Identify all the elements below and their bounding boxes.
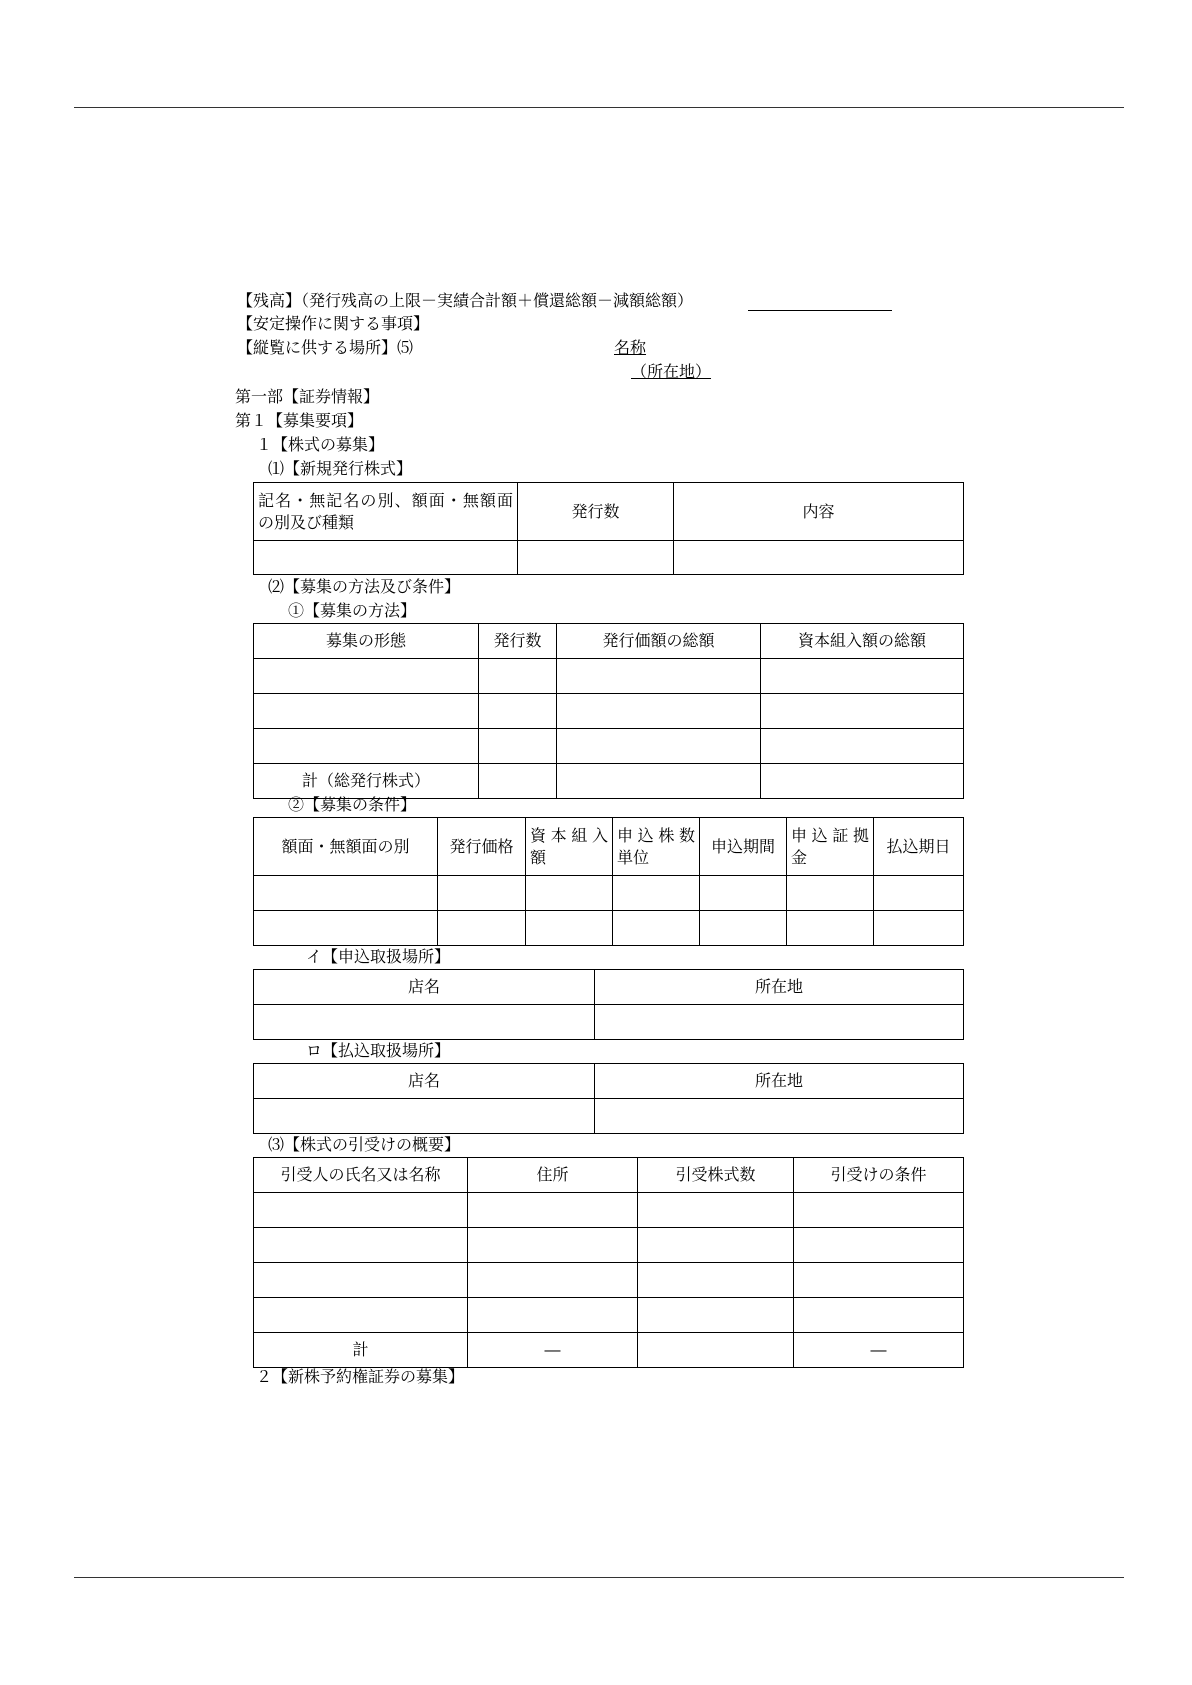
table-cell — [787, 911, 874, 946]
table-header-cell: 資本組入額の総額 — [761, 624, 964, 659]
table-cell — [468, 1193, 638, 1228]
table-cell — [613, 876, 700, 911]
table-cell — [254, 1099, 595, 1134]
table-cell — [526, 911, 613, 946]
sub2-heading: ⑵【募集の方法及び条件】 — [268, 577, 461, 596]
total-label-cell: 計（総発行株式） — [254, 764, 479, 799]
item2-heading: ２【新株予約権証券の募集】 — [256, 1367, 465, 1386]
conditions-table — [253, 817, 964, 946]
table-header-cell: 発行価格 — [438, 818, 526, 876]
table-cell — [674, 541, 964, 575]
sub3-heading: ⑶【株式の引受けの概要】 — [268, 1135, 461, 1154]
table-cell — [557, 694, 761, 729]
sub2-2-heading: ②【募集の条件】 — [288, 795, 417, 814]
sub2-1-heading: ①【募集の方法】 — [288, 601, 417, 620]
table-cell — [254, 1298, 468, 1333]
table-cell — [794, 1298, 964, 1333]
table-cell — [794, 1193, 964, 1228]
table-header-cell: 資本組入額 — [526, 818, 613, 876]
table-header-cell: 申込株数単位 — [613, 818, 700, 876]
table-header-cell: 記名・無記名の別、額面・無額面の別及び種類 — [254, 483, 518, 541]
table-cell — [254, 1005, 595, 1040]
table-header-cell: 引受人の氏名又は名称 — [254, 1158, 468, 1193]
table-cell — [254, 1193, 468, 1228]
underwriting-table — [253, 1157, 964, 1368]
item1-heading: １【株式の募集】 — [256, 435, 385, 454]
table-cell — [468, 1298, 638, 1333]
table-header-cell: 内容 — [674, 483, 964, 541]
table-cell — [254, 1263, 468, 1298]
table-cell — [638, 1333, 794, 1368]
table-cell — [254, 1228, 468, 1263]
table-header-cell: 発行数 — [518, 483, 674, 541]
top-rule — [74, 107, 1124, 108]
sub2-i-heading: イ【申込取扱場所】 — [306, 947, 451, 966]
table-cell — [794, 1228, 964, 1263]
table-cell — [254, 694, 479, 729]
total-label-cell: 計 — [254, 1333, 468, 1368]
table-header-cell: 引受けの条件 — [794, 1158, 964, 1193]
table-header-cell: 申込証拠金 — [787, 818, 874, 876]
inspection-location: （所在地） — [631, 362, 712, 381]
table-header-cell: 所在地 — [595, 970, 964, 1005]
table-cell — [254, 729, 479, 764]
new-shares-table — [253, 482, 964, 575]
table-cell — [518, 541, 674, 575]
table-cell — [557, 659, 761, 694]
table-cell — [254, 911, 438, 946]
table-cell — [557, 764, 761, 799]
sub2-ro-heading: ロ【払込取扱場所】 — [306, 1041, 451, 1060]
table-cell — [468, 1263, 638, 1298]
method-table — [253, 623, 964, 799]
table-cell — [254, 541, 518, 575]
table-header-cell: 店名 — [254, 970, 595, 1005]
table-header-cell: 募集の形態 — [254, 624, 479, 659]
table-header-cell: 額面・無額面の別 — [254, 818, 438, 876]
part1-heading: 第一部【証券情報】 — [235, 387, 380, 406]
inspection-name: 名称 — [614, 338, 647, 357]
table-cell — [468, 1228, 638, 1263]
table-cell — [794, 1263, 964, 1298]
balance-blank — [748, 310, 892, 311]
table-cell — [613, 911, 700, 946]
table-header-cell: 引受株式数 — [638, 1158, 794, 1193]
payment-place-table — [253, 1063, 964, 1134]
table-cell — [700, 876, 787, 911]
table-cell — [479, 694, 557, 729]
sub1-heading: ⑴【新規発行株式】 — [268, 459, 413, 478]
chapter1-heading: 第１【募集要項】 — [235, 411, 364, 430]
table-cell — [438, 911, 526, 946]
balance-label: 【残高】（発行残高の上限－実績合計額＋償還総額－減額総額） — [237, 291, 694, 310]
table-cell — [787, 876, 874, 911]
table-cell — [526, 876, 613, 911]
table-cell — [638, 1298, 794, 1333]
table-cell — [638, 1263, 794, 1298]
table-cell — [479, 729, 557, 764]
table-cell — [874, 876, 964, 911]
table-header-cell: 店名 — [254, 1064, 595, 1099]
table-cell — [254, 876, 438, 911]
table-header-cell: 発行価額の総額 — [557, 624, 761, 659]
table-cell — [761, 729, 964, 764]
stabilization-label: 【安定操作に関する事項】 — [237, 314, 430, 333]
table-cell — [761, 659, 964, 694]
table-header-cell: 申込期間 — [700, 818, 787, 876]
table-cell — [638, 1228, 794, 1263]
table-cell — [761, 764, 964, 799]
table-header-cell: 払込期日 — [874, 818, 964, 876]
table-cell — [254, 659, 479, 694]
dash-cell: ― — [794, 1333, 964, 1368]
bottom-rule — [74, 1577, 1124, 1578]
application-place-table — [253, 969, 964, 1040]
table-cell — [479, 764, 557, 799]
table-cell — [761, 694, 964, 729]
table-cell — [557, 729, 761, 764]
table-cell — [595, 1005, 964, 1040]
table-cell — [595, 1099, 964, 1134]
table-cell — [700, 911, 787, 946]
table-cell — [479, 659, 557, 694]
table-cell — [638, 1193, 794, 1228]
inspection-label: 【縦覧に供する場所】⑸ — [237, 338, 414, 357]
table-header-cell: 住所 — [468, 1158, 638, 1193]
table-cell — [874, 911, 964, 946]
dash-cell: ― — [468, 1333, 638, 1368]
table-header-cell: 所在地 — [595, 1064, 964, 1099]
table-header-cell: 発行数 — [479, 624, 557, 659]
table-cell — [438, 876, 526, 911]
